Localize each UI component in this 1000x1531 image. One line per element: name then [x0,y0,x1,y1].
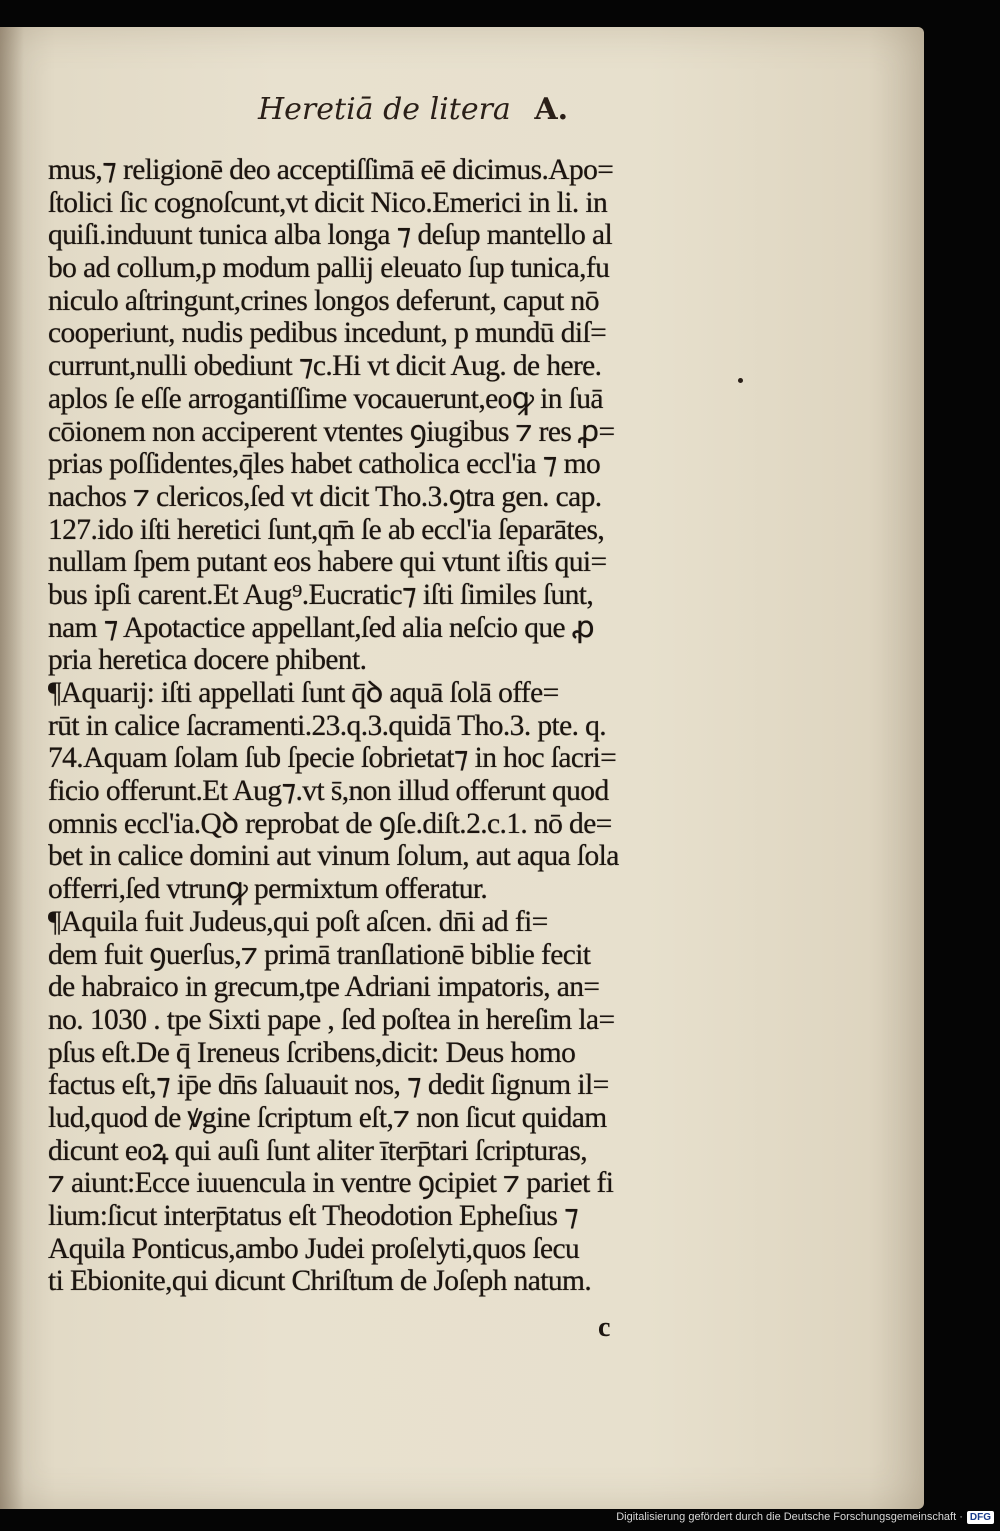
text-line: ¶Aquarij: iſti appellati ſunt q̄ꝺ aquā ſolā offe= [48,677,559,709]
margin-ink-dot [738,378,743,383]
catchword: c [598,1312,611,1343]
text-line: bus ipſi carent.Et Aug⁹.Eucratic⁊ iſti ſimiles ſunt, [48,578,594,611]
text-line: ſtolici ſic cognoſcunt,vt dicit Nico.Emerici in li. in [48,186,608,219]
body-text [48,154,738,1298]
text-line: ⁊ aiunt:Ecce iuuencula in ventre ꝯcipiet ⁊ pariet fi [48,1167,614,1200]
text-line: nam ⁊ Apotactice appellant,ſed alia neſcio que ꝓ [48,611,595,644]
text-line: 127.ido iſti heretici ſunt,qm̄ ſe ab eccl'ia ſeparātes, [48,513,605,546]
text-line: ti Ebionite,qui dicunt Chriſtum de Joſeph natum. [48,1265,592,1298]
text-line: mus,⁊ religionē deo acceptiſſimā eē dicimus.Apo= [48,154,614,186]
text-line: factus eſt,⁊ ip̄e dn̄s ſaluauit nos, ⁊ dedit ſignum il= [48,1069,609,1102]
text-line: prias poſſidentes,q̄les habet catholica eccl'ia ⁊ mo [48,448,601,481]
text-line: ¶Aquila fuit Judeus,qui poſt aſcen. dn̄i ad fi= [48,905,548,938]
text-line: 74.Aquam ſolam ſub ſpecie ſobrietat⁊ in hoc ſacri= [48,742,617,775]
text-line: bo ad collum,p modum pallij eleuato ſup tunica,fu [48,252,610,285]
text-line: ficio offerunt.Et Aug⁊.vt s̄,non illud offerunt quod [48,775,609,808]
text-line: quiſi.induunt tunica alba longa ⁊ deſup mantello al [48,219,613,252]
text-line: cōionem non acciperent vtentes ꝯiugibus ⁊ res ꝓ= [48,415,615,448]
text-line: currunt,nulli obediunt ⁊c.Hi vt dicit Aug. de here. [48,350,602,383]
text-line: nullam ſpem putant eos habere qui vtunt iſtis qui= [48,546,607,579]
digitization-credit [616,1507,994,1527]
text-line: aplos ſe eſſe arrogantiſſime vocauerunt,eoꝙ in ſuā [48,382,603,415]
text-line: rūt in calice ſacramenti.23.q.3.quidā Tho.3. pte. q. [48,709,607,742]
text-line: nachos ⁊ clericos,ſed vt dicit Tho.3.ꝯtra gen. cap. [48,480,602,513]
text-line: bet in calice domini aut vinum ſolum, aut aqua ſola [48,840,619,873]
signature-mark: A. [534,92,569,127]
running-head-title: Heretiā de litera [258,92,511,127]
dfg-logo-icon: DFG [967,1511,994,1524]
text-line: cooperiunt, nudis pedibus incedunt, p mundū diſ= [48,317,607,350]
text-line: offerri,ſed vtrunꝙ permixtum offeratur. [48,873,488,906]
text-line: niculo aſtringunt,crines longos deferunt, caput nō [48,284,599,317]
text-line: lium:ſicut interp̄tatus eſt Theodotion Epheſius ⁊ [48,1200,579,1232]
text-line: no. 1030 . tpe Sixti pape , ſed poſtea in hereſim la= [48,1003,615,1036]
text-line: dicunt eoꝝ qui auſi ſunt aliter īterp̄tari ſcripturas, [48,1134,588,1167]
text-line: pſus eſt.De q̄ Ireneus ſcribens,dicit: Deus homo [48,1036,576,1069]
text-line: de habraico in grecum,tpe Adriani impatoris, an= [48,971,600,1004]
text-line: omnis eccl'ia.Qꝺ reprobat de ꝯſe.diſt.2.c.1. nō de= [48,807,612,840]
text-line: lud,quod de ꝟgine ſcriptum eſt,⁊ non ſicut quidam [48,1101,607,1134]
text-line: Aquila Ponticus,ambo Judei proſelyti,quos ſecu [48,1232,580,1265]
credit-text: Digitalisierung gefördert durch die Deutsche Forschungsgemeinschaft · [616,1511,963,1523]
text-line: pria heretica docere phibent. [48,644,367,677]
text-line: dem fuit ꝯuerſus,⁊ primā tranſlationē biblie fecit [48,938,591,971]
running-head [258,92,578,146]
page-gutter-shadow [0,27,24,1509]
